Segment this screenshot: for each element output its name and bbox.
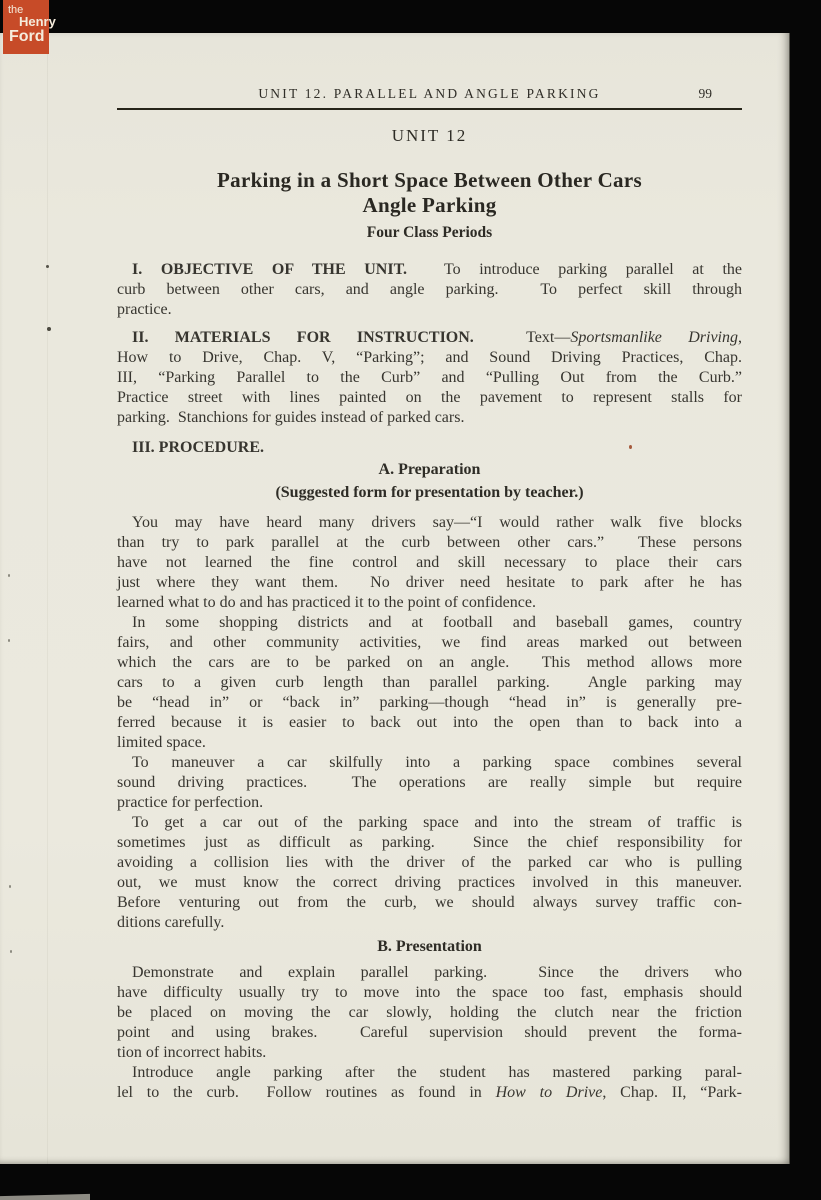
page-number: 99 <box>698 86 712 101</box>
scan-speck <box>9 885 11 888</box>
logo-text-henry: Henry <box>19 14 56 29</box>
paragraph-4: To get a car out of the parking space and into the stream of traffic is sometimes just as difficult as parking. Since the chief responsibility for avoiding a collision lies with the driver of the parked car who is pulling out, we must know the correct driving practices involved in this maneuver. Before venturing out from the curb, we should always survey traffic con- ditions carefully. <box>117 814 742 931</box>
page-fold-line <box>47 33 48 1164</box>
book-title-italic: Sportsmanlike Driving <box>570 329 738 346</box>
section-procedure-label: III. PROCEDURE. <box>132 439 265 456</box>
section-objective: I. OBJECTIVE OF THE UNIT. To introduce parking parallel at the curb between other cars, and angle parking. To perfect skill through practice. <box>117 261 743 318</box>
page-title <box>117 168 742 218</box>
header-rule <box>117 108 742 110</box>
subtitle-class-periods: Four Class Periods <box>366 224 493 241</box>
preparation-subheading: (Suggested form for presentation by teacher.) <box>275 484 584 501</box>
page-content <box>117 33 742 1103</box>
underlying-page-edge <box>0 1194 90 1200</box>
paragraph-6: Introduce angle parking after the student has mastered parking paral- lel to the curb. Follow routines as found in How to Drive, Chap. II, “Park- <box>117 1064 743 1101</box>
unit-heading: UNIT 12 <box>391 126 468 145</box>
section-procedure <box>117 438 742 458</box>
paragraph-5: Demonstrate and explain parallel parking. Since the drivers who have difficulty usually try to move into the space too fast, emphasis should be placed on moving the car slowly, holding the clutch near the friction point and using brakes. Careful supervision should prevent the forma- tion of incorrect habits. <box>117 964 742 1061</box>
paragraph-3: To maneuver a car skilfully into a parking space combines several sound driving practices. The operations are really simple but require practice for perfection. <box>117 754 742 811</box>
scan-speck <box>10 950 12 953</box>
scan-speck <box>46 265 49 268</box>
scan-speck <box>629 445 632 449</box>
henry-ford-logo <box>3 0 56 54</box>
scan-speck <box>8 574 10 577</box>
logo-text-the: the <box>8 4 24 16</box>
scan-speck <box>8 639 10 642</box>
book-title-italic: How to Drive <box>495 1084 603 1101</box>
page-title-line-1: Parking in a Short Space Between Other Cars <box>217 168 642 192</box>
preparation-heading: A. Preparation <box>378 461 481 478</box>
section-materials: II. MATERIALS FOR INSTRUCTION. Text—Sportsmanlike Driving, How to Drive, Chap. V, “Parking”; and Sound Driving Practices, Chap. III, “Parking Parallel to the Curb” and “Pulling Out from the Curb.” Practice street with lines painted on the pavement to represent stalls for parking. Stanchions for guides instead of parked cars. <box>117 329 742 426</box>
section-objective-label: I. OBJECTIVE OF THE UNIT. <box>132 261 408 278</box>
page-title-line-2: Angle Parking <box>362 193 497 217</box>
logo-text-ford: Ford <box>9 28 45 45</box>
running-head <box>117 85 742 102</box>
book-page <box>0 33 790 1164</box>
scan-speck <box>47 327 51 331</box>
paragraph-2: In some shopping districts and at football and baseball games, country fairs, and other community activities, we find areas marked out between which the cars are to be parked on an angle. This method allows more cars to a given curb length than parallel parking. Angle parking may be “head in” or “back in” parking—though “head in” is generally pre- ferred because it is easier to back out into the open than to back into a limited space. <box>117 614 742 751</box>
paragraph-1: You may have heard many drivers say—“I would rather walk five blocks than try to park parallel at the curb between other cars.” These persons have not learned the fine control and skill necessary to place their cars just where they want them. No driver need hesitate to park after he has learned what to do and has practiced it to the point of confidence. <box>117 514 742 611</box>
running-title: UNIT 12. PARALLEL AND ANGLE PARKING <box>258 86 601 101</box>
presentation-heading: B. Presentation <box>377 938 482 955</box>
section-materials-label: II. MATERIALS FOR INSTRUCTION. <box>132 329 474 346</box>
